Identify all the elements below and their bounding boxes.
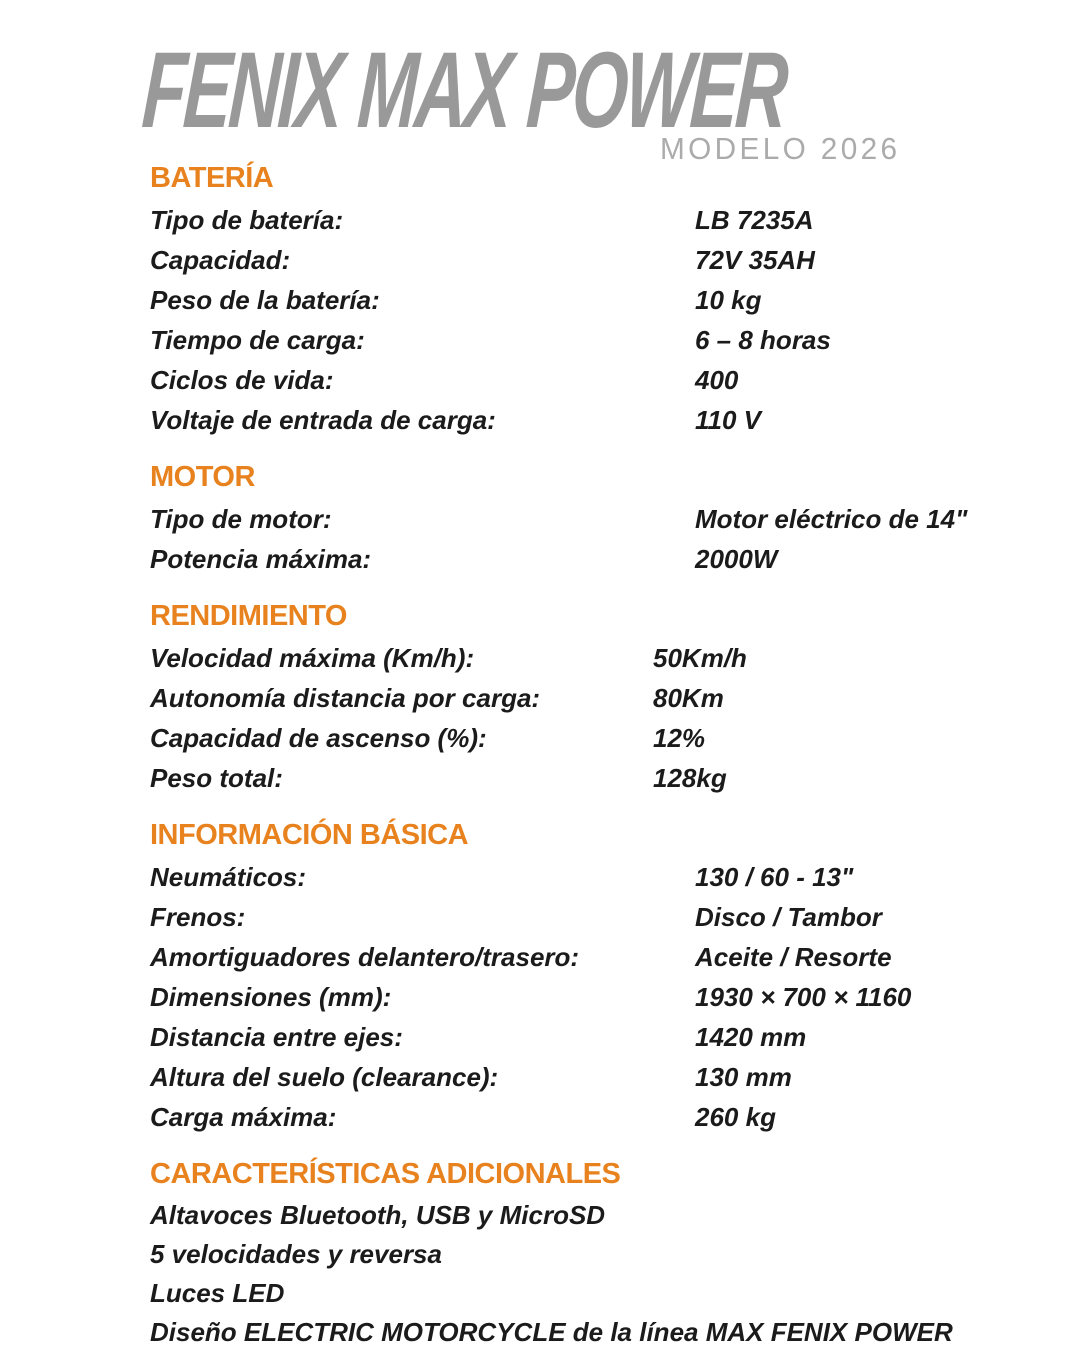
spec-row bbox=[150, 977, 990, 1017]
spec-label: Tiempo de carga: bbox=[150, 325, 365, 355]
spec-row bbox=[150, 1017, 990, 1057]
section-heading-motor: MOTOR bbox=[150, 461, 255, 493]
spec-value: 50Km/h bbox=[653, 643, 747, 673]
spec-value: 2000W bbox=[695, 544, 778, 574]
spec-value: 10 kg bbox=[695, 285, 762, 315]
spec-value: 1930 × 700 × 1160 bbox=[695, 982, 912, 1012]
spec-label: Velocidad máxima (Km/h): bbox=[150, 643, 475, 673]
spec-label: Frenos: bbox=[150, 902, 246, 932]
section-heading-rendimiento: RENDIMIENTO bbox=[150, 600, 347, 632]
spec-value: 80Km bbox=[653, 683, 724, 713]
spec-row bbox=[150, 678, 990, 718]
spec-row bbox=[150, 1057, 990, 1097]
spec-value: 72V 35AH bbox=[695, 245, 815, 275]
spec-label: Altura del suelo (clearance): bbox=[150, 1062, 499, 1092]
spec-value: Motor eléctrico de 14" bbox=[695, 504, 968, 534]
spec-row bbox=[150, 240, 990, 280]
spec-row bbox=[150, 400, 990, 440]
spec-row bbox=[150, 758, 990, 798]
spec-label: Distancia entre ejes: bbox=[150, 1022, 403, 1052]
spec-row bbox=[150, 897, 990, 937]
feature-item: Altavoces Bluetooth, USB y MicroSD bbox=[150, 1200, 606, 1230]
feature-item: 5 velocidades y reversa bbox=[150, 1239, 442, 1269]
spec-label: Peso total: bbox=[150, 763, 283, 793]
model-year-subtitle: MODELO 2026 bbox=[659, 131, 900, 166]
spec-content bbox=[150, 163, 990, 1350]
section-informacion-basica bbox=[150, 820, 990, 1137]
spec-label: Amortiguadores delantero/trasero: bbox=[150, 942, 580, 972]
spec-value: 128kg bbox=[653, 763, 727, 793]
brand-title: FENIX MAX POWER bbox=[139, 29, 789, 150]
spec-value: 130 mm bbox=[695, 1062, 792, 1092]
spec-row bbox=[150, 937, 990, 977]
section-motor bbox=[150, 462, 990, 579]
spec-label: Dimensiones (mm): bbox=[150, 982, 392, 1012]
spec-label: Capacidad: bbox=[150, 245, 291, 275]
spec-label: Capacidad de ascenso (%): bbox=[150, 723, 487, 753]
spec-row bbox=[150, 360, 990, 400]
spec-label: Tipo de motor: bbox=[150, 504, 332, 534]
section-rendimiento bbox=[150, 601, 990, 798]
spec-row bbox=[150, 857, 990, 897]
section-heading-informacion-basica: INFORMACIÓN BÁSICA bbox=[150, 819, 469, 851]
spec-value: 6 – 8 horas bbox=[695, 325, 831, 355]
spec-row bbox=[150, 539, 990, 579]
spec-label: Voltaje de entrada de carga: bbox=[150, 405, 496, 435]
spec-value: 110 V bbox=[695, 405, 762, 435]
spec-label: Neumáticos: bbox=[150, 862, 307, 892]
spec-value: 1420 mm bbox=[695, 1022, 807, 1052]
spec-row bbox=[150, 280, 990, 320]
spec-label: Tipo de batería: bbox=[150, 205, 344, 235]
section-heading-bateria: BATERÍA bbox=[150, 162, 274, 194]
spec-row bbox=[150, 718, 990, 758]
spec-row bbox=[150, 200, 990, 240]
section-bateria bbox=[150, 163, 990, 440]
feature-item: Luces LED bbox=[150, 1278, 285, 1308]
section-heading-caracteristicas-adicionales: CARACTERÍSTICAS ADICIONALES bbox=[150, 1158, 621, 1190]
spec-label: Potencia máxima: bbox=[150, 544, 372, 574]
spec-value: Disco / Tambor bbox=[695, 902, 882, 932]
spec-value: LB 7235A bbox=[695, 205, 814, 235]
spec-row bbox=[150, 320, 990, 360]
spec-row bbox=[150, 499, 990, 539]
spec-label: Ciclos de vida: bbox=[150, 365, 334, 395]
spec-value: 130 / 60 - 13" bbox=[695, 862, 854, 892]
spec-value: 12% bbox=[653, 723, 706, 753]
spec-value: Aceite / Resorte bbox=[695, 942, 892, 972]
spec-label: Carga máxima: bbox=[150, 1102, 337, 1132]
spec-label: Peso de la batería: bbox=[150, 285, 380, 315]
spec-row bbox=[150, 638, 990, 678]
spec-label: Autonomía distancia por carga: bbox=[150, 683, 541, 713]
section-caracteristicas-adicionales bbox=[150, 1159, 990, 1350]
feature-item: Diseño ELECTRIC MOTORCYCLE de la línea MAX FENIX POWER bbox=[150, 1317, 953, 1347]
spec-value: 260 kg bbox=[695, 1102, 776, 1132]
spec-row bbox=[150, 1097, 990, 1137]
spec-value: 400 bbox=[695, 365, 739, 395]
